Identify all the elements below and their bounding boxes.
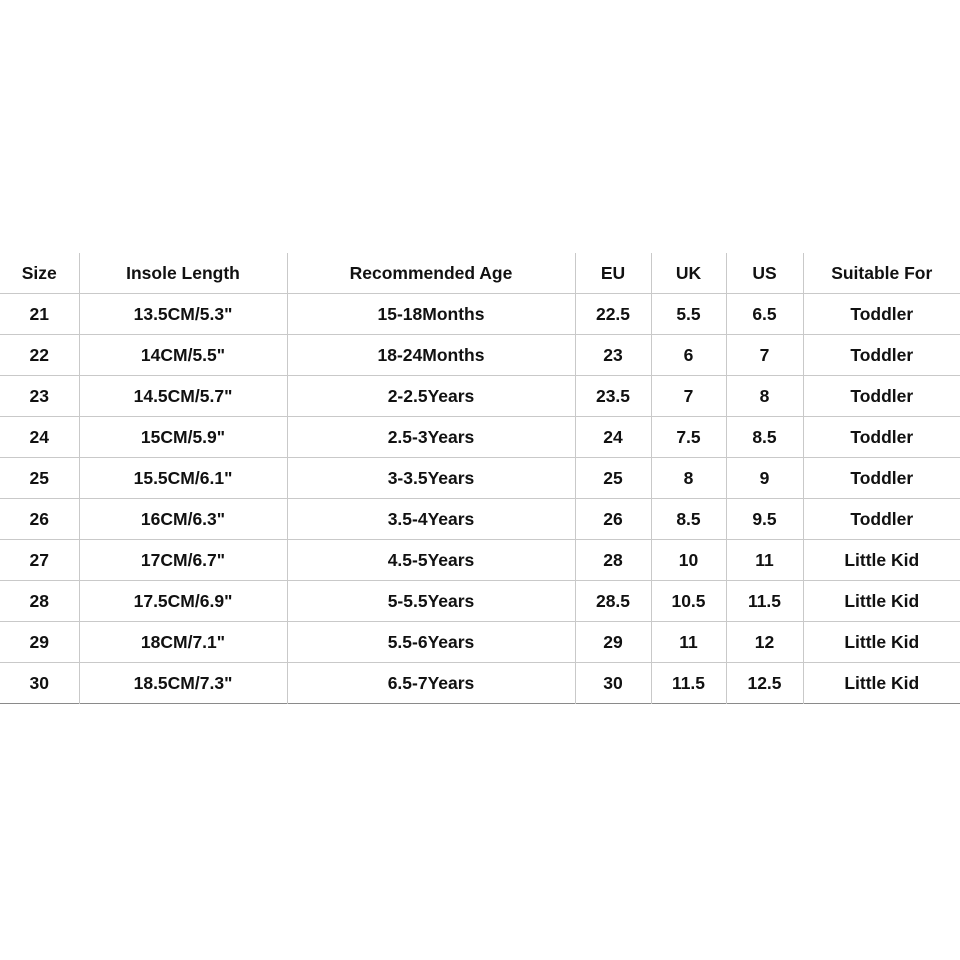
cell-size: 25 — [0, 458, 79, 499]
cell-recommended-age: 2.5-3Years — [287, 417, 575, 458]
cell-recommended-age: 18-24Months — [287, 335, 575, 376]
table-body — [0, 294, 960, 704]
table-row — [0, 499, 960, 540]
cell-insole-length: 18.5CM/7.3" — [79, 663, 287, 704]
table-row — [0, 294, 960, 335]
header-insole-length: Insole Length — [79, 253, 287, 294]
cell-us: 9 — [726, 458, 803, 499]
table-row — [0, 417, 960, 458]
cell-size: 21 — [0, 294, 79, 335]
cell-size: 30 — [0, 663, 79, 704]
cell-suitable-for: Little Kid — [803, 540, 960, 581]
cell-eu: 25 — [575, 458, 651, 499]
cell-recommended-age: 2-2.5Years — [287, 376, 575, 417]
cell-suitable-for: Toddler — [803, 376, 960, 417]
header-uk: UK — [651, 253, 726, 294]
cell-suitable-for: Toddler — [803, 417, 960, 458]
cell-size: 22 — [0, 335, 79, 376]
cell-suitable-for: Toddler — [803, 458, 960, 499]
cell-size: 29 — [0, 622, 79, 663]
cell-us: 8 — [726, 376, 803, 417]
table-row — [0, 458, 960, 499]
cell-suitable-for: Little Kid — [803, 622, 960, 663]
cell-recommended-age: 3-3.5Years — [287, 458, 575, 499]
cell-suitable-for: Toddler — [803, 499, 960, 540]
cell-suitable-for: Little Kid — [803, 663, 960, 704]
cell-eu: 23 — [575, 335, 651, 376]
cell-suitable-for: Toddler — [803, 335, 960, 376]
cell-insole-length: 17CM/6.7" — [79, 540, 287, 581]
cell-recommended-age: 3.5-4Years — [287, 499, 575, 540]
cell-uk: 8.5 — [651, 499, 726, 540]
header-recommended-age: Recommended Age — [287, 253, 575, 294]
table-row — [0, 663, 960, 704]
cell-eu: 28.5 — [575, 581, 651, 622]
header-size: Size — [0, 253, 79, 294]
header-eu: EU — [575, 253, 651, 294]
cell-us: 7 — [726, 335, 803, 376]
header-suitable-for: Suitable For — [803, 253, 960, 294]
cell-size: 27 — [0, 540, 79, 581]
table-row — [0, 540, 960, 581]
cell-insole-length: 15.5CM/6.1" — [79, 458, 287, 499]
cell-size: 23 — [0, 376, 79, 417]
cell-insole-length: 14.5CM/5.7" — [79, 376, 287, 417]
cell-uk: 8 — [651, 458, 726, 499]
table-row — [0, 376, 960, 417]
cell-uk: 11.5 — [651, 663, 726, 704]
cell-eu: 22.5 — [575, 294, 651, 335]
table-row — [0, 581, 960, 622]
header-row — [0, 253, 960, 294]
cell-us: 9.5 — [726, 499, 803, 540]
cell-insole-length: 13.5CM/5.3" — [79, 294, 287, 335]
cell-eu: 30 — [575, 663, 651, 704]
cell-suitable-for: Toddler — [803, 294, 960, 335]
cell-us: 8.5 — [726, 417, 803, 458]
header-us: US — [726, 253, 803, 294]
cell-insole-length: 14CM/5.5" — [79, 335, 287, 376]
cell-insole-length: 18CM/7.1" — [79, 622, 287, 663]
cell-size: 24 — [0, 417, 79, 458]
table-row — [0, 335, 960, 376]
cell-recommended-age: 5.5-6Years — [287, 622, 575, 663]
cell-recommended-age: 5-5.5Years — [287, 581, 575, 622]
cell-uk: 10.5 — [651, 581, 726, 622]
size-chart-table — [0, 253, 960, 704]
cell-uk: 11 — [651, 622, 726, 663]
cell-eu: 28 — [575, 540, 651, 581]
cell-uk: 10 — [651, 540, 726, 581]
cell-us: 11.5 — [726, 581, 803, 622]
cell-recommended-age: 6.5-7Years — [287, 663, 575, 704]
cell-suitable-for: Little Kid — [803, 581, 960, 622]
cell-size: 26 — [0, 499, 79, 540]
cell-recommended-age: 4.5-5Years — [287, 540, 575, 581]
cell-uk: 6 — [651, 335, 726, 376]
cell-us: 12.5 — [726, 663, 803, 704]
cell-uk: 5.5 — [651, 294, 726, 335]
table-row — [0, 622, 960, 663]
cell-us: 12 — [726, 622, 803, 663]
cell-eu: 26 — [575, 499, 651, 540]
cell-insole-length: 15CM/5.9" — [79, 417, 287, 458]
cell-insole-length: 17.5CM/6.9" — [79, 581, 287, 622]
cell-recommended-age: 15-18Months — [287, 294, 575, 335]
cell-uk: 7.5 — [651, 417, 726, 458]
table-header — [0, 253, 960, 294]
cell-eu: 24 — [575, 417, 651, 458]
cell-size: 28 — [0, 581, 79, 622]
cell-eu: 23.5 — [575, 376, 651, 417]
cell-eu: 29 — [575, 622, 651, 663]
cell-us: 11 — [726, 540, 803, 581]
cell-us: 6.5 — [726, 294, 803, 335]
cell-insole-length: 16CM/6.3" — [79, 499, 287, 540]
cell-uk: 7 — [651, 376, 726, 417]
